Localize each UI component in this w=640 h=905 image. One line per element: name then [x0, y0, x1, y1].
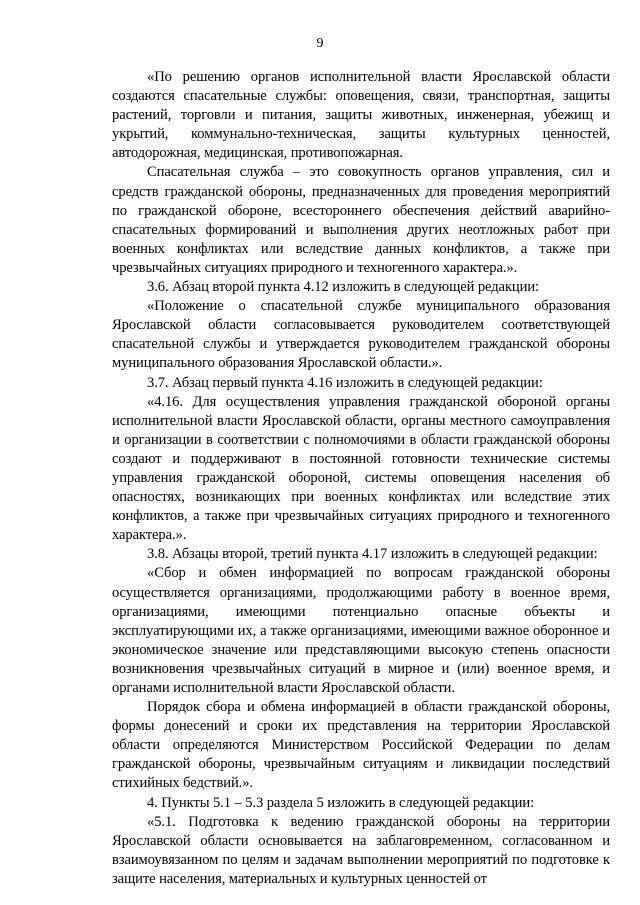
page-number: 9	[316, 36, 324, 51]
document-body	[112, 68, 610, 889]
paragraph-amendment-3-6: 3.6. Абзац второй пункта 4.12 изложить в следующей редакции:	[147, 279, 540, 296]
paragraph-amendment-3-7: 3.7. Абзац первый пункта 4.16 изложить в следующей редакции:	[147, 374, 543, 391]
paragraph-rescue-service-definition: Спасательная служба – это совокупность органов управления, сил и средств гражданской обороны, предназначенных для проведения мероприятий по гражданской обороне, всестороннего обеспечения действий аварийно-спасательных формирований и выполнения других неотложных работ при военных конфликтах или вследствие данных конфликтов, а также при чрезвычайных ситуациях природного и техногенного характера.».	[112, 164, 610, 276]
paragraph-rescue-services-list: «По решению органов исполнительной власти Ярославской области создаются спасательные службы: оповещения, связи, транспортная, защиты растений, торговли и питания, защиты животных, инженерная, убежищ и укрытий, коммунально-техническая, защиты культурных ценностей, автодорожная, медицинская, противопожарная.	[112, 69, 610, 162]
paragraph-information-procedure: Порядок сбора и обмена информацией в области гражданской обороны, формы донесений и сроки их представления на территории Ярославской области определяются Министерством Российской Федерации по делам гражданской обороны, чрезвычайным ситуациям и ликвидации последствий стихийных бедствий.».	[112, 699, 610, 792]
paragraph-information-exchange: «Сбор и обмен информацией по вопросам гражданской обороны осуществляется организациями, продолжающими работу в военное время, организациями, имеющими потенциально опасные объекты и эксплуатирующими их, а также организациями, имеющими важное оборонное и экономическое значение или представляющими высокую степень опасности возникновения чрезвычайных ситуаций в мирное и (или) военное время, и органами исполнительной власти Ярославской области.	[112, 565, 610, 696]
paragraph-amendment-4: 4. Пункты 5.1 – 5.3 раздела 5 изложить в следующей редакции:	[147, 794, 535, 811]
paragraph-clause-5-1: «5.1. Подготовка к ведению гражданской обороны на территории Ярославской области основывается на заблаговременном, согласованном и взаимоувязанном по целям и задачам выполнении мероприятий по подготовке к защите населения, материальных и культурных ценностей от	[112, 813, 610, 887]
paragraph-amendment-3-8: 3.8. Абзацы второй, третий пункта 4.17 изложить в следующей редакции:	[147, 546, 598, 563]
paragraph-rescue-service-regulation: «Положение о спасательной службе муниципального образования Ярославской области согласовывается руководителем соответствующей спасательной службы и утверждается руководителем гражданской обороны муниципального образования Ярославской области.».	[112, 298, 610, 372]
paragraph-clause-4-16: «4.16. Для осуществления управления гражданской обороной органы исполнительной власти Ярославской области, органы местного самоуправления и организации в соответствии с полномочиями в области гражданской обороны создают и поддерживают в постоянной готовности технические системы управления гражданской обороной, системы оповещения населения об опасностях, возникающих при военных конфликтах или вследствие этих конфликтов, а также при чрезвычайных ситуациях природного и техногенного характера.».	[112, 393, 610, 544]
